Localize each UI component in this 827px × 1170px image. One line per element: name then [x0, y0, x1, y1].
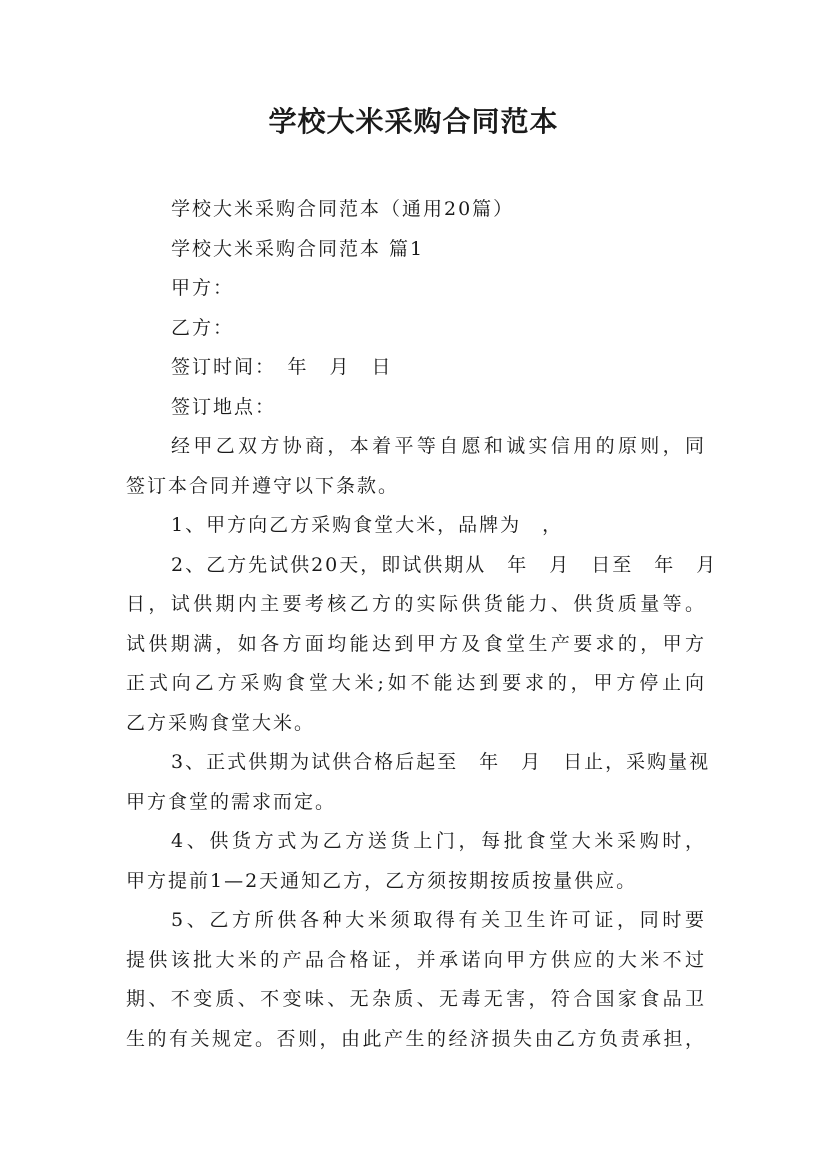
- paragraph-line: 4、供货方式为乙方送货上门，每批食堂大米采购时，: [171, 830, 706, 852]
- paragraph-line: 日，试供期内主要考核乙方的实际供货能力、供货质量等。: [126, 593, 706, 615]
- paragraph-line: 期、不变质、不变味、无杂质、无毒无害，符合国家食品卫: [126, 988, 706, 1010]
- paragraph-line: 正式向乙方采购食堂大米;如不能达到要求的，甲方停止向: [126, 672, 706, 694]
- document-body: [126, 190, 718, 1059]
- signing-place-label: 签订地点：: [171, 395, 277, 418]
- paragraph-preamble: [126, 427, 706, 506]
- paragraph-clause-1: [126, 506, 706, 546]
- paragraph-line: 经甲乙双方协商，本着平等自愿和诚实信用的原则，同: [171, 435, 706, 457]
- paragraph-line: 乙方采购食堂大米。: [126, 711, 316, 734]
- paragraph-line: 试供期满，如各方面均能达到甲方及食堂生产要求的，甲方: [126, 632, 706, 655]
- paragraph-line: 5、乙方所供各种大米须取得有关卫生许可证，同时要: [171, 909, 706, 931]
- party-a-label: 甲方：: [171, 277, 235, 299]
- paragraph-clause-3: [126, 743, 711, 822]
- paragraph-line: 1、甲方向乙方采购食堂大米，品牌为 ，: [171, 514, 564, 536]
- document-title: 学校大米采购合同范本: [268, 105, 559, 138]
- paragraph-line: 生的有关规定。否则，由此产生的经济损失由乙方负责承担，: [126, 1027, 706, 1050]
- paragraph-line: 甲方提前1—2天通知乙方，乙方须按期按质按量供应。: [126, 869, 638, 892]
- paragraph-line: 3、正式供期为试供合格后起至 年 月 日止，采购量视: [171, 751, 711, 773]
- signing-date-label: 签订时间： 年 月 日: [171, 356, 393, 378]
- paragraph-clause-4: [126, 822, 706, 901]
- paragraph-line: 签订本合同并遵守以下条款。: [126, 474, 400, 497]
- paragraph-clause-2: [126, 546, 718, 744]
- paragraph-clause-5: [126, 901, 706, 1059]
- subtitle-line: 学校大米采购合同范本（通用20篇）: [171, 198, 515, 220]
- section-heading: 学校大米采购合同范本 篇1: [171, 237, 425, 260]
- paragraph-line: 甲方食堂的需求而定。: [126, 790, 337, 813]
- party-b-label: 乙方：: [171, 316, 235, 339]
- paragraph-line: 2、乙方先试供20天，即试供期从 年 月 日至 年 月: [171, 553, 718, 576]
- paragraph-line: 提供该批大米的产品合格证，并承诺向甲方供应的大米不过: [126, 948, 706, 971]
